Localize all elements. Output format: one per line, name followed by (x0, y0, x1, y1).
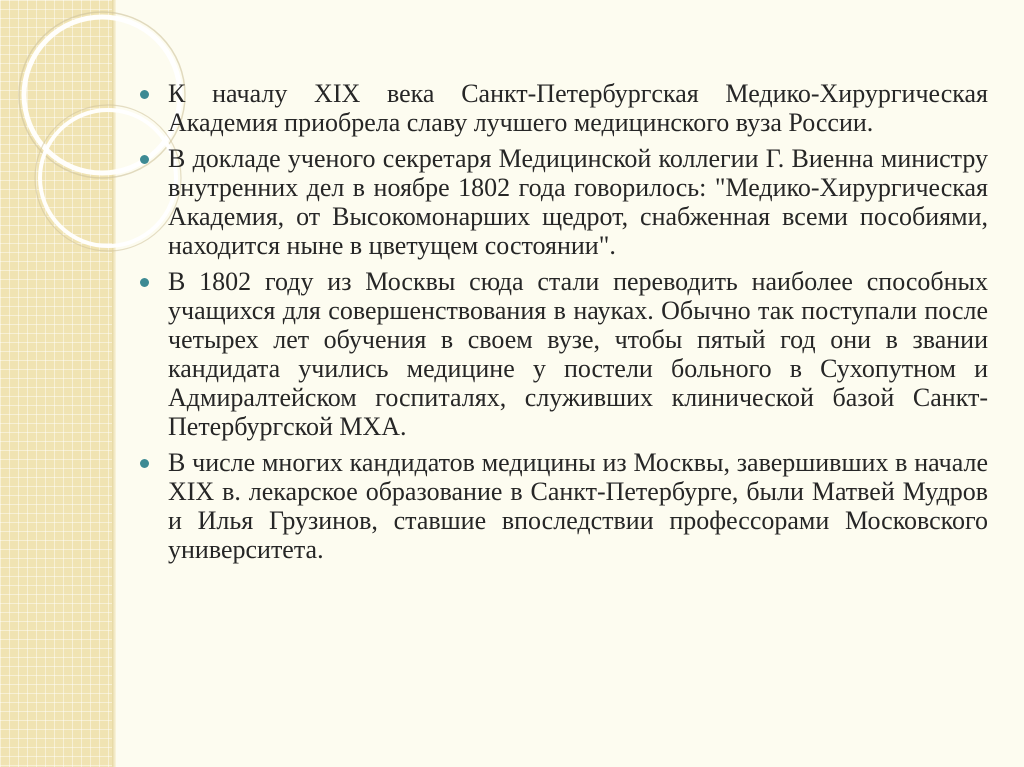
bullet-dot-icon (140, 459, 149, 468)
bullet-list (136, 79, 988, 564)
bullet-item-4 (136, 448, 988, 564)
bullet-text: В докладе ученого секретаря Медицинской коллегии Г. Виенна министру внутренних дел в ноябре 1802 года говорилось: "Медико-Хирургическая Академия, от Высокомонарших щедрот, снабженная всеми пособиями, находится ныне в цветущем состоянии". (168, 144, 988, 260)
slide-body (136, 79, 988, 571)
bullet-text: В числе многих кандидатов медицины из Москвы, завершивших в начале XIX в. лекарское образование в Санкт-Петербурге, были Матвей Мудров и Илья Грузинов, ставшие впоследствии профессорами Московского университета. (168, 448, 988, 564)
bullet-text: В 1802 году из Москвы сюда стали переводить наиболее способных учащихся для совершенствования в науках. Обычно так поступали после четырех лет обучения в своем вузе, чтобы пятый год они в звании кандидата учились медицине у постели больного в Сухопутном и Адмиралтейском госпиталях, служивших клинической базой Санкт-Петербургской МХА. (168, 267, 988, 441)
bullet-dot-icon (140, 90, 149, 99)
bullet-text: К началу XIX века Санкт-Петербургская Медико-Хирургическая Академия приобрела славу лучшего медицинского вуза России. (168, 79, 988, 137)
bullet-item-3 (136, 267, 988, 441)
bullet-dot-icon (140, 278, 149, 287)
bullet-item-1 (136, 79, 988, 137)
bullet-dot-icon (140, 155, 149, 164)
bullet-item-2 (136, 144, 988, 260)
